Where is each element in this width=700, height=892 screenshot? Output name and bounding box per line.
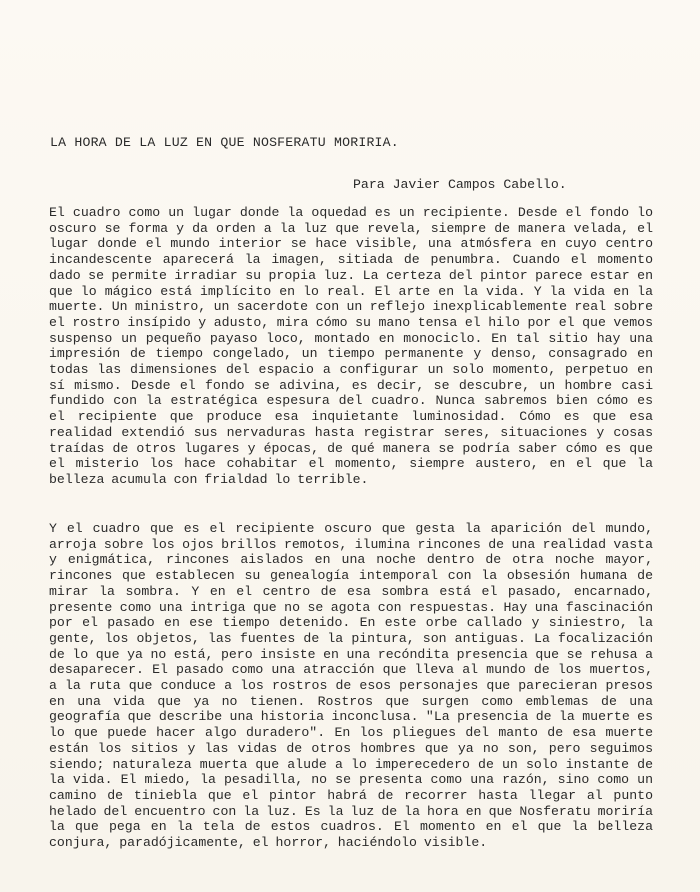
dedication-line: Para Javier Campos Cabello. (353, 177, 567, 192)
paragraph-2: Y el cuadro que es el recipiente oscuro que gesta la aparición del mundo, arroja sobre los ojos brillos remotos, ilumina rincones de una realidad vasta y enigmática, rincones aislados en una noche dentro de otra noche mayor, rincones que establecen su genealogía intemporal con la obsesión humana de mirar la sombra. Y en el centro de esa sombra está el pasado, encarnado, presente como una intriga que no se agota con respuestas. Hay una fascinación por el pasado en ese tiempo detenido. En este orbe callado y siniestro, la gente, los objetos, las fuentes de la pintura, son antiguas. La focalización de lo que ya no está, pero insiste en una recóndita presencia que se rehusa a desaparecer. El pasado como una atracción que lleva al mundo de los muertos, a la ruta que conduce a los rostros de esos personajes que parecieran presos en una vida que ya no tienen. Rostros que surgen como emblemas de una geografía que describe una historia inconclusa. "La presencia de la muerte es lo que puede hacer algo duradero". En los pliegues del manto de esa muerte están los sitios y las vidas de otros hombres que ya no son, pero seguimos siendo; naturaleza muerta que alude a lo imperecedero de un solo instante de la vida. El miedo, la pesadilla, no se presenta como una razón, sino como un camino de tiniebla que el pintor habrá de recorrer hasta llegar al punto helado del encuentro con la luz. Es la luz de la hora en que Nosferatu moriría la que pega en la tela de estos cuadros. El momento en el que la belleza conjura, paradójicamente, el horror, haciéndolo visible. (49, 521, 653, 851)
document-title: LA HORA DE LA LUZ EN QUE NOSFERATU MORIRIA. (50, 135, 399, 150)
paragraph-1: El cuadro como un lugar donde la oquedad es un recipiente. Desde el fondo lo oscuro se forma y da orden a la luz que revela, siempre de manera velada, el lugar donde el mundo interior se hace visible, una atmósfera en cuyo centro incandescente aparecerá la imagen, sitiada de penumbra. Cuando el momento dado se permite irradiar su propia luz. La certeza del pintor parece estar en que lo mágico está implícito en lo real. El arte en la vida. Y la vida en la muerte. Un ministro, un sacerdote con un reflejo inexplicablemente real sobre el rostro insípido y adusto, mira cómo su mano tensa el hilo por el que vemos suspenso un pequeño payaso loco, montado en monociclo. En tal sitio hay una impresión de tiempo congelado, un tiempo permanente y denso, consagrado en todas las dimensiones del espacio a configurar un solo momento, perpetuo en sí mismo. Desde el fondo se adivina, es decir, se descubre, un hombre casi fundido con la estratégica espesura del cuadro. Nunca sabremos bien cómo es el recipiente que produce esa inquietante luminosidad. Cómo es que esa realidad extendió sus nervaduras hasta registrar seres, situaciones y cosas traídas de otros lugares y épocas, de qué manera se podría saber cómo es que el misterio los hace cohabitar el momento, siempre austero, en el que la belleza acumula con frialdad lo terrible. (49, 205, 653, 487)
